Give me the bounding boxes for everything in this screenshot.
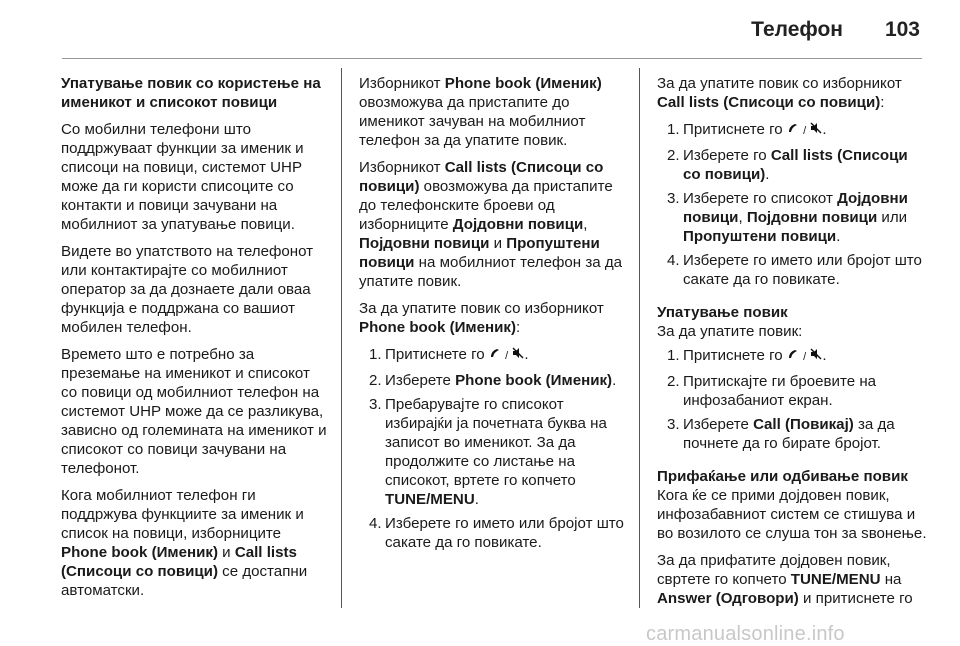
mute-icon [810, 120, 822, 139]
mute-icon [512, 345, 524, 364]
paragraph: За да упатите повик со изборникот Call lists (Списоци со повици): [657, 75, 902, 111]
column-divider [341, 68, 342, 608]
column-divider [639, 68, 640, 608]
paragraph: Кога мобилниот телефон ги поддржува функциите за именик и список на повици, изборниците Phone book (Именик) и Call lists (Списоци со повици) се достапни автоматски. [61, 487, 308, 599]
list-item: 1. Притиснете го / . [667, 121, 827, 138]
steps-list [657, 120, 929, 289]
section-heading: Прифаќање или одбивање повик [657, 468, 908, 485]
list-item: 1. Притиснете го / . [369, 346, 529, 363]
slash-separator: / [505, 350, 509, 362]
column-3 [657, 74, 929, 616]
list-item: 2. Изберете Phone book (Именик). [369, 372, 617, 389]
paragraph: Видете во упатството на телефонот или контактирајте со мобилниот оператор за да дознаете дали оваа функција е поддржана со вашиот мобилен телефон. [61, 243, 314, 336]
column-2 [359, 74, 631, 560]
mute-icon [810, 346, 822, 365]
paragraph: Изборникот Call lists (Списоци со повици) овозможува да пристапите до телефонските броеви од изборниците Дојдовни повици, Појдовни повици и Пропуштени повици на мобилниот телефон за да упатите повик. [359, 159, 623, 290]
phone-icon [787, 346, 799, 365]
section-heading: Упатување повик со користење на именикот и списокот повици [61, 75, 321, 111]
paragraph: Со мобилни телефони што поддржуваат функции за именик и списоци на повици, системот UHP може да ги користи списоците со контакти и повици зачувани на мобилниот за упатување повици. [61, 121, 304, 233]
watermark: carmanualsonline.info [646, 623, 845, 645]
page-title: Телефон [751, 18, 843, 41]
list-item: 2. Изберете го Call lists (Списоци со повици). [667, 147, 908, 183]
phone-icon [489, 345, 501, 364]
list-item: 2. Притискајте ги броевите на инфозабаниот екран. [667, 373, 877, 409]
list-item: 3. Изберете Call (Повикај) за да почнете да го бирате бројот. [667, 416, 895, 452]
header-rule [62, 58, 922, 59]
slash-separator: / [803, 125, 807, 137]
paragraph: Изборникот Phone book (Именик) овозможува да пристапите до именикот зачуван на мобилниот телефон за да упатите повик. [359, 75, 602, 149]
paragraph: Кога ќе се прими дојдовен повик, инфозабавниот систем се стишува и во возилото се слуша тон за ѕвонење. [657, 487, 927, 542]
paragraph: За да упатите повик со изборникот Phone book (Именик): [359, 300, 604, 336]
paragraph: Времето што е потребно за преземање на именикот и списокот со повици од мобилниот телефон на системот UHP може да се разликува, зависно од големината на именикот и списокот со повици зачувани на телефонот. [61, 346, 327, 477]
page-number: 103 [884, 18, 920, 41]
phone-icon [787, 120, 799, 139]
list-item: 3. Пребарувајте го списокот избирајќи ја почетната буква на записот во именикот. За да продолжите со листање на списокот, вртете го копчето TUNE/MENU. [369, 396, 607, 508]
list-item: 3. Изберете го списокот Дојдовни повици, Појдовни повици или Пропуштени повици. [667, 190, 908, 245]
section-heading: Упатување повик [657, 304, 788, 321]
list-item: 4. Изберете го името или бројот што сакате да го повикате. [667, 252, 922, 288]
column-1 [61, 74, 329, 608]
paragraph: За да упатите повик: [657, 323, 803, 340]
paragraph: За да прифатите дојдовен повик, свртете го копчето TUNE/MENU на Answer (Одговори) и притиснете го [657, 552, 913, 607]
steps-list [657, 346, 929, 453]
list-item: 4. Изберете го името или бројот што сакате да го повикате. [369, 515, 624, 551]
list-item: 1. Притиснете го / . [667, 347, 827, 364]
slash-separator: / [803, 351, 807, 363]
steps-list [359, 345, 631, 552]
page-header [0, 18, 960, 46]
